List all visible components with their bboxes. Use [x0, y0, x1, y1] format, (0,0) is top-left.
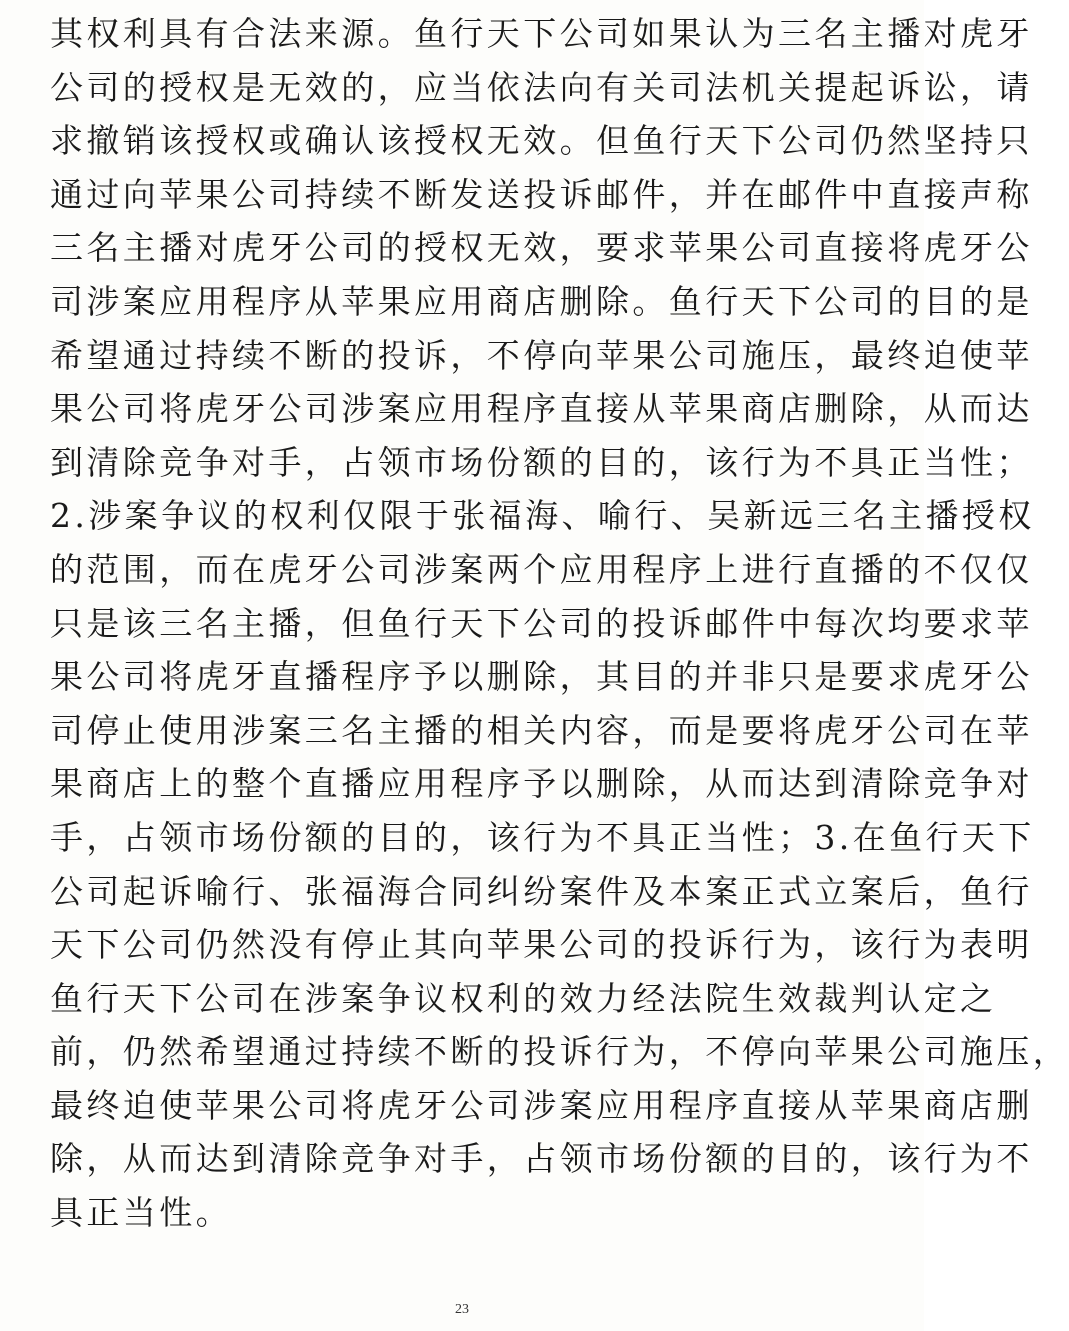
text-line: 公司的授权是无效的，应当依法向有关司法机关提起诉讼，请	[50, 67, 1033, 107]
text-line: 前，仍然希望通过持续不断的投诉行为，不停向苹果公司施压，	[50, 1032, 1069, 1072]
text-line: 具正当性。	[50, 1193, 232, 1233]
text-line: 果商店上的整个直播应用程序予以删除，从而达到清除竞争对	[50, 764, 1033, 804]
text-line: 司涉案应用程序从苹果应用商店删除。鱼行天下公司的目的是	[50, 281, 1033, 321]
text-line: 果公司将虎牙直播程序予以删除，其目的并非只是要求虎牙公	[50, 657, 1033, 697]
text-line: 最终迫使苹果公司将虎牙公司涉案应用程序直接从苹果商店删	[50, 1085, 1033, 1125]
text-line: 三名主播对虎牙公司的授权无效，要求苹果公司直接将虎牙公	[50, 228, 1033, 268]
text-line: 只是该三名主播，但鱼行天下公司的投诉邮件中每次均要求苹	[50, 603, 1033, 643]
text-line: 手，占领市场份额的目的，该行为不具正当性；3.在鱼行天下	[50, 817, 1035, 857]
text-line: 其权利具有合法来源。鱼行天下公司如果认为三名主播对虎牙	[50, 14, 1033, 53]
body-text	[50, 7, 1069, 1240]
text-line: 果公司将虎牙公司涉案应用程序直接从苹果商店删除，从而达	[50, 389, 1033, 429]
text-line: 除，从而达到清除竞争对手，占领市场份额的目的，该行为不	[50, 1139, 1033, 1179]
text-line: 2.涉案争议的权利仅限于张福海、喻行、吴新远三名主播授权	[50, 496, 1035, 536]
text-line: 希望通过持续不断的投诉，不停向苹果公司施压，最终迫使苹	[50, 335, 1033, 375]
text-line: 鱼行天下公司在涉案争议权利的效力经法院生效裁判认定之	[50, 978, 997, 1018]
text-line: 求撤销该授权或确认该授权无效。但鱼行天下公司仍然坚持只	[50, 121, 1033, 161]
text-line: 天下公司仍然没有停止其向苹果公司的投诉行为，该行为表明	[50, 925, 1033, 965]
text-line: 到清除竞争对手，占领市场份额的目的，该行为不具正当性；	[50, 442, 1033, 482]
text-line: 的范围，而在虎牙公司涉案两个应用程序上进行直播的不仅仅	[50, 549, 1033, 589]
text-line: 通过向苹果公司持续不断发送投诉邮件，并在邮件中直接声称	[50, 174, 1033, 214]
page-number: 23	[455, 1302, 469, 1317]
text-line: 公司起诉喻行、张福海合同纠纷案件及本案正式立案后，鱼行	[50, 871, 1033, 911]
text-line: 司停止使用涉案三名主播的相关内容，而是要将虎牙公司在苹	[50, 710, 1033, 750]
